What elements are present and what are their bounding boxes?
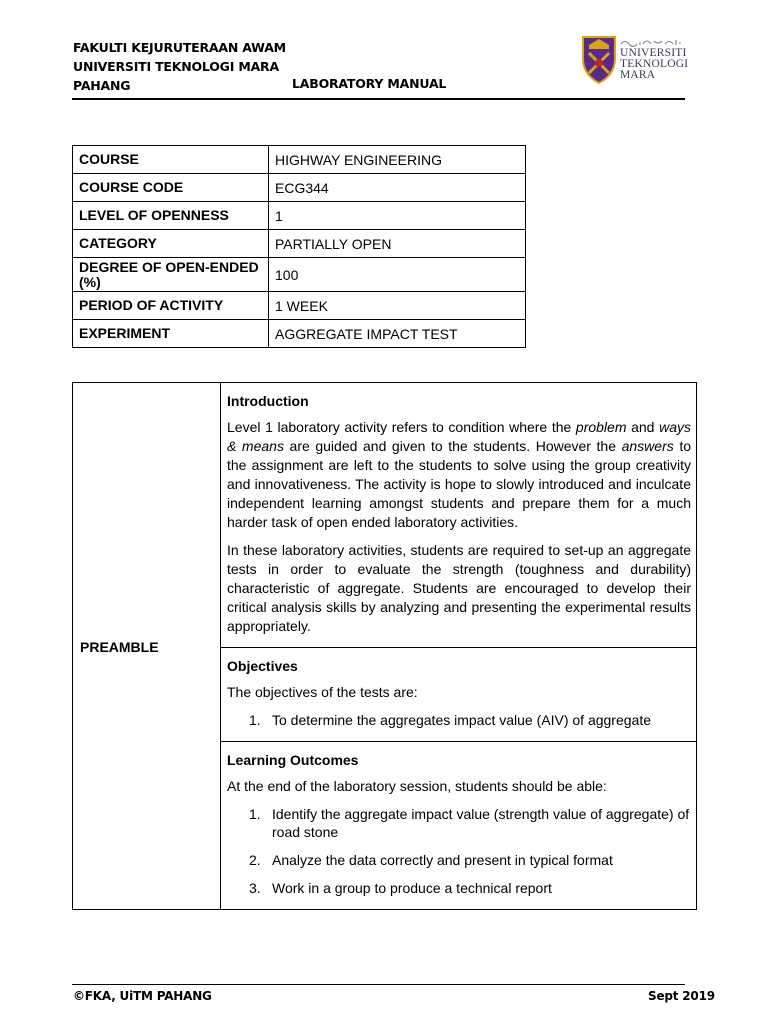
info-row <box>73 202 526 230</box>
list-item-number: 2. <box>249 852 261 868</box>
list-item-text: Identify the aggregate impact value (strength value of aggregate) of road stone <box>272 806 690 840</box>
list-item <box>227 711 691 729</box>
info-key: PERIOD OF ACTIVITY <box>73 292 269 320</box>
info-key: LEVEL OF OPENNESS <box>73 202 269 230</box>
logo-text-line3: MARA <box>620 69 656 81</box>
learning-outcomes-title: Learning Outcomes <box>227 752 359 768</box>
preamble-label-cell <box>73 383 221 909</box>
list-item-number: 3. <box>249 880 261 896</box>
info-value: HIGHWAY ENGINEERING <box>269 146 526 174</box>
preamble-label: PREAMBLE <box>80 639 159 655</box>
preamble-table <box>72 382 697 910</box>
introduction-paragraph-2: In these laboratory activities, students are required to set-up an aggregate tests in order to evaluate the strength (toughness and durability) characteristic of aggregate. Students are encouraged to develop their critical analysis skills by analyzing and presenting the experimental results appropriately. <box>227 542 691 634</box>
logo-text-line1: UNIVERSITI <box>620 47 687 59</box>
info-key: EXPERIMENT <box>73 320 269 348</box>
objectives-intro: The objectives of the tests are: <box>227 684 418 700</box>
learning-outcomes-list <box>227 805 691 897</box>
manual-title: LABORATORY MANUAL <box>292 76 447 91</box>
introduction-paragraph-1: Level 1 laboratory activity refers to condition where the problem and ways & means are guided and given to the students. However the answers to the assignment are left to the students to solve using the group creativity and innovativeness. The activity is hope to slowly introduced and inculcate independent learning amongst students and prepare them for a much harder task of open ended laboratory activities. <box>227 419 691 530</box>
introduction-section <box>221 383 697 648</box>
learning-outcomes-section <box>221 742 697 909</box>
header-divider <box>72 98 685 100</box>
info-value: 1 <box>269 202 526 230</box>
jawi-script-icon <box>620 37 682 47</box>
uitm-logo <box>579 31 689 89</box>
info-key: COURSE <box>73 146 269 174</box>
list-item <box>227 879 691 897</box>
list-item-text: Analyze the data correctly and present in typical format <box>272 852 613 868</box>
learning-outcomes-intro: At the end of the laboratory session, students should be able: <box>227 778 607 794</box>
introduction-title: Introduction <box>227 393 309 409</box>
list-item-text: To determine the aggregates impact value (AIV) of aggregate <box>272 712 651 728</box>
uitm-crest-icon <box>579 33 619 85</box>
university-name: UNIVERSITI TEKNOLOGI MARA <box>73 59 279 74</box>
list-item-number: 1. <box>249 712 261 728</box>
objectives-list <box>227 711 691 729</box>
info-key: CATEGORY <box>73 230 269 258</box>
list-item-text: Work in a group to produce a technical report <box>272 880 552 896</box>
info-value: ECG344 <box>269 174 526 202</box>
objectives-section <box>221 648 697 742</box>
info-row <box>73 258 526 292</box>
faculty-header <box>73 38 286 95</box>
info-value: 1 WEEK <box>269 292 526 320</box>
info-row <box>73 292 526 320</box>
info-value: PARTIALLY OPEN <box>269 230 526 258</box>
course-info-table <box>72 145 526 348</box>
info-key: DEGREE OF OPEN-ENDED (%) <box>73 258 269 292</box>
info-row <box>73 230 526 258</box>
info-value: AGGREGATE IMPACT TEST <box>269 320 526 348</box>
campus-name: PAHANG <box>73 78 131 93</box>
info-row <box>73 174 526 202</box>
list-item-number: 1. <box>249 806 261 822</box>
info-key: COURSE CODE <box>73 174 269 202</box>
footer-copyright: ©FKA, UiTM PAHANG <box>73 989 212 1003</box>
info-row <box>73 146 526 174</box>
list-item <box>227 851 691 869</box>
faculty-name: FAKULTI KEJURUTERAAN AWAM <box>73 40 286 55</box>
logo-text-line2: TEKNOLOGI <box>620 58 689 70</box>
info-value: 100 <box>269 258 526 292</box>
objectives-title: Objectives <box>227 658 298 674</box>
list-item <box>227 805 691 841</box>
footer-date: Sept 2019 <box>648 989 715 1003</box>
footer-divider <box>72 984 685 985</box>
info-row <box>73 320 526 348</box>
